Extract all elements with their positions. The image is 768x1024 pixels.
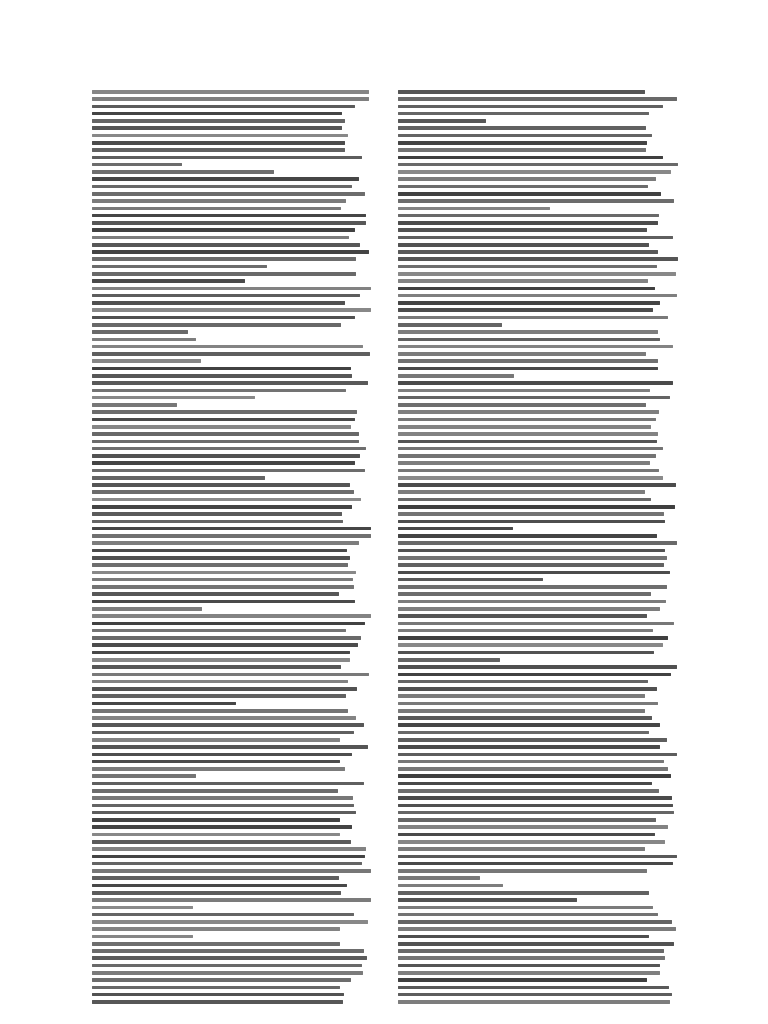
- text-line: [398, 956, 665, 960]
- text-line: [92, 294, 360, 298]
- text-line: [92, 862, 362, 866]
- text-line: [92, 964, 362, 968]
- text-line: [398, 796, 672, 800]
- text-line: [92, 279, 245, 283]
- text-line: [398, 636, 668, 640]
- text-line: [92, 942, 340, 946]
- text-line: [398, 432, 658, 436]
- text-line: [92, 818, 340, 822]
- text-line: [92, 687, 357, 691]
- text-line: [398, 301, 660, 305]
- text-line: [398, 818, 656, 822]
- right-text-column: [398, 90, 678, 1015]
- text-line: [92, 243, 360, 247]
- text-line: [398, 527, 513, 531]
- text-line: [398, 986, 669, 990]
- text-line: [92, 192, 365, 196]
- text-line: [398, 723, 660, 727]
- text-line: [398, 789, 659, 793]
- text-line: [92, 978, 351, 982]
- text-line: [398, 512, 664, 516]
- text-line: [92, 796, 353, 800]
- text-line: [92, 432, 359, 436]
- text-line: [92, 323, 341, 327]
- text-line: [398, 105, 663, 109]
- text-line: [92, 811, 356, 815]
- text-line: [398, 622, 674, 626]
- text-line: [398, 250, 658, 254]
- text-line: [92, 1000, 343, 1004]
- text-line: [92, 359, 201, 363]
- text-line: [398, 614, 647, 618]
- text-line: [398, 534, 657, 538]
- text-line: [398, 760, 664, 764]
- text-line: [398, 192, 661, 196]
- text-line: [92, 556, 350, 560]
- text-line: [398, 338, 660, 342]
- text-line: [398, 556, 667, 560]
- text-line: [398, 782, 652, 786]
- text-line: [398, 767, 668, 771]
- text-line: [92, 723, 364, 727]
- text-line: [398, 855, 677, 859]
- text-line: [398, 643, 663, 647]
- text-line: [398, 927, 676, 931]
- text-line: [92, 774, 196, 778]
- text-line: [92, 651, 350, 655]
- text-line: [92, 126, 342, 130]
- text-line: [92, 141, 345, 145]
- text-line: [398, 156, 663, 160]
- text-line: [398, 600, 666, 604]
- text-line: [92, 148, 345, 152]
- text-line: [92, 738, 340, 742]
- text-line: [92, 410, 357, 414]
- text-line: [398, 330, 658, 334]
- text-line: [398, 680, 648, 684]
- text-line: [92, 454, 360, 458]
- text-line: [92, 585, 354, 589]
- text-line: [92, 986, 340, 990]
- text-line: [398, 745, 660, 749]
- text-line: [398, 847, 645, 851]
- text-line: [92, 673, 369, 677]
- text-line: [92, 971, 363, 975]
- text-line: [398, 454, 656, 458]
- text-line: [398, 971, 660, 975]
- text-line: [92, 884, 347, 888]
- text-line: [398, 658, 500, 662]
- text-line: [92, 214, 366, 218]
- text-line: [92, 680, 348, 684]
- text-line: [92, 352, 370, 356]
- text-line: [398, 440, 657, 444]
- text-line: [92, 592, 339, 596]
- text-line: [92, 316, 355, 320]
- text-line: [92, 804, 354, 808]
- text-line: [398, 214, 659, 218]
- text-line: [92, 891, 341, 895]
- text-line: [92, 622, 365, 626]
- text-line: [398, 665, 677, 669]
- text-line: [92, 534, 371, 538]
- text-line: [92, 760, 340, 764]
- text-line: [92, 490, 354, 494]
- text-line: [92, 367, 351, 371]
- text-line: [398, 294, 677, 298]
- text-line: [92, 498, 361, 502]
- text-line: [398, 308, 653, 312]
- text-line: [92, 236, 349, 240]
- text-line: [398, 316, 668, 320]
- text-line: [92, 476, 265, 480]
- text-line: [92, 920, 368, 924]
- text-line: [92, 170, 274, 174]
- text-line: [398, 694, 645, 698]
- text-line: [92, 483, 350, 487]
- text-line: [92, 469, 365, 473]
- text-line: [92, 753, 352, 757]
- text-line: [92, 600, 355, 604]
- text-line: [92, 112, 342, 116]
- text-line: [92, 665, 341, 669]
- text-line: [92, 228, 355, 232]
- text-line: [92, 199, 346, 203]
- text-line: [398, 257, 678, 261]
- text-line: [398, 141, 647, 145]
- text-line: [398, 243, 649, 247]
- text-line: [398, 90, 645, 94]
- text-line: [398, 170, 671, 174]
- text-line: [398, 884, 503, 888]
- text-line: [398, 592, 651, 596]
- text-line: [92, 833, 340, 837]
- text-line: [398, 920, 672, 924]
- text-line: [92, 636, 361, 640]
- text-line: [92, 425, 351, 429]
- text-line: [92, 207, 341, 211]
- text-line: [92, 461, 355, 465]
- text-line: [398, 177, 656, 181]
- text-line: [92, 709, 348, 713]
- text-line: [92, 520, 343, 524]
- text-line: [398, 447, 663, 451]
- text-line: [398, 1000, 670, 1004]
- text-line: [92, 447, 366, 451]
- text-line: [92, 345, 363, 349]
- text-line: [398, 891, 649, 895]
- text-line: [92, 156, 362, 160]
- text-line: [398, 265, 657, 269]
- text-line: [92, 301, 345, 305]
- text-line: [398, 563, 664, 567]
- text-line: [398, 476, 663, 480]
- text-line: [92, 578, 353, 582]
- text-line: [92, 935, 193, 939]
- text-line: [92, 97, 369, 101]
- text-line: [92, 716, 356, 720]
- text-line: [398, 673, 671, 677]
- text-line: [398, 163, 678, 167]
- text-line: [92, 250, 369, 254]
- text-line: [92, 505, 352, 509]
- text-line: [92, 876, 339, 880]
- text-line: [398, 367, 658, 371]
- text-line: [92, 745, 368, 749]
- text-line: [398, 490, 645, 494]
- text-line: [92, 105, 355, 109]
- text-line: [398, 731, 649, 735]
- text-line: [92, 221, 366, 225]
- text-line: [398, 221, 658, 225]
- text-line: [398, 381, 673, 385]
- text-line: [92, 614, 371, 618]
- text-line: [398, 578, 543, 582]
- text-line: [398, 228, 647, 232]
- text-line: [398, 483, 676, 487]
- text-line: [92, 563, 348, 567]
- text-line: [398, 185, 648, 189]
- text-line: [398, 774, 671, 778]
- text-line: [92, 949, 364, 953]
- text-line: [398, 935, 649, 939]
- text-line: [398, 993, 672, 997]
- text-line: [398, 804, 673, 808]
- text-line: [92, 527, 371, 531]
- text-line: [92, 272, 356, 276]
- text-line: [398, 199, 674, 203]
- text-line: [398, 585, 667, 589]
- text-line: [398, 869, 647, 873]
- text-line: [398, 425, 651, 429]
- text-line: [398, 279, 648, 283]
- text-line: [398, 978, 647, 982]
- text-line: [398, 461, 650, 465]
- text-line: [92, 840, 351, 844]
- text-line: [398, 687, 657, 691]
- text-line: [92, 825, 352, 829]
- text-line: [398, 403, 646, 407]
- text-line: [398, 898, 577, 902]
- text-line: [398, 396, 670, 400]
- text-line: [92, 855, 365, 859]
- text-line: [92, 418, 355, 422]
- text-line: [92, 257, 356, 261]
- text-line: [92, 287, 371, 291]
- text-line: [398, 418, 656, 422]
- text-line: [398, 287, 655, 291]
- text-line: [92, 90, 369, 94]
- text-line: [398, 702, 658, 706]
- text-line: [398, 345, 673, 349]
- text-line: [398, 236, 673, 240]
- text-line: [398, 629, 653, 633]
- text-line: [92, 607, 202, 611]
- text-line: [92, 906, 193, 910]
- text-line: [398, 323, 502, 327]
- text-line: [92, 163, 182, 167]
- text-line: [398, 811, 674, 815]
- text-line: [92, 512, 342, 516]
- text-line: [92, 549, 347, 553]
- text-line: [398, 148, 646, 152]
- text-line: [92, 731, 354, 735]
- text-line: [92, 694, 346, 698]
- text-line: [398, 906, 653, 910]
- text-line: [92, 643, 358, 647]
- text-line: [92, 898, 371, 902]
- text-line: [398, 651, 654, 655]
- text-line: [398, 352, 646, 356]
- text-line: [398, 964, 660, 968]
- text-line: [398, 913, 658, 917]
- text-line: [92, 767, 345, 771]
- text-line: [398, 862, 673, 866]
- text-line: [92, 396, 255, 400]
- text-line: [398, 389, 650, 393]
- text-line: [92, 308, 371, 312]
- text-line: [398, 541, 677, 545]
- text-line: [92, 782, 364, 786]
- text-line: [92, 119, 345, 123]
- text-line: [398, 272, 676, 276]
- text-line: [92, 440, 359, 444]
- text-line: [92, 869, 371, 873]
- text-line: [92, 265, 267, 269]
- text-line: [92, 702, 236, 706]
- text-line: [92, 956, 367, 960]
- text-line: [398, 207, 550, 211]
- text-line: [398, 505, 675, 509]
- text-line: [398, 753, 677, 757]
- text-line: [398, 126, 646, 130]
- text-line: [92, 993, 344, 997]
- text-line: [92, 177, 359, 181]
- text-line: [398, 359, 658, 363]
- text-line: [398, 549, 665, 553]
- text-line: [92, 381, 368, 385]
- text-line: [92, 571, 356, 575]
- text-line: [398, 119, 486, 123]
- text-line: [398, 520, 665, 524]
- text-line: [92, 847, 366, 851]
- text-line: [398, 469, 659, 473]
- text-line: [398, 876, 480, 880]
- text-line: [92, 927, 340, 931]
- text-line: [398, 374, 514, 378]
- text-line: [398, 738, 667, 742]
- text-line: [398, 709, 645, 713]
- text-line: [92, 913, 354, 917]
- text-line: [398, 410, 659, 414]
- right-column-text-lines: [398, 90, 678, 1004]
- left-text-column: [92, 90, 372, 1015]
- text-line: [398, 942, 674, 946]
- text-line: [398, 825, 668, 829]
- text-line: [398, 833, 655, 837]
- text-line: [92, 658, 350, 662]
- text-line: [398, 498, 651, 502]
- text-line: [398, 716, 652, 720]
- text-line: [92, 629, 346, 633]
- text-line: [92, 789, 338, 793]
- text-line: [398, 97, 677, 101]
- text-line: [398, 607, 660, 611]
- text-line: [398, 949, 664, 953]
- text-line: [398, 112, 649, 116]
- text-line: [92, 185, 352, 189]
- text-line: [92, 374, 352, 378]
- text-line: [398, 571, 670, 575]
- text-line: [92, 389, 346, 393]
- text-line: [92, 134, 348, 138]
- text-line: [92, 338, 196, 342]
- text-line: [92, 541, 359, 545]
- text-line: [92, 403, 177, 407]
- text-line: [398, 134, 652, 138]
- left-column-text-lines: [92, 90, 372, 1004]
- text-line: [398, 840, 665, 844]
- text-line: [92, 330, 188, 334]
